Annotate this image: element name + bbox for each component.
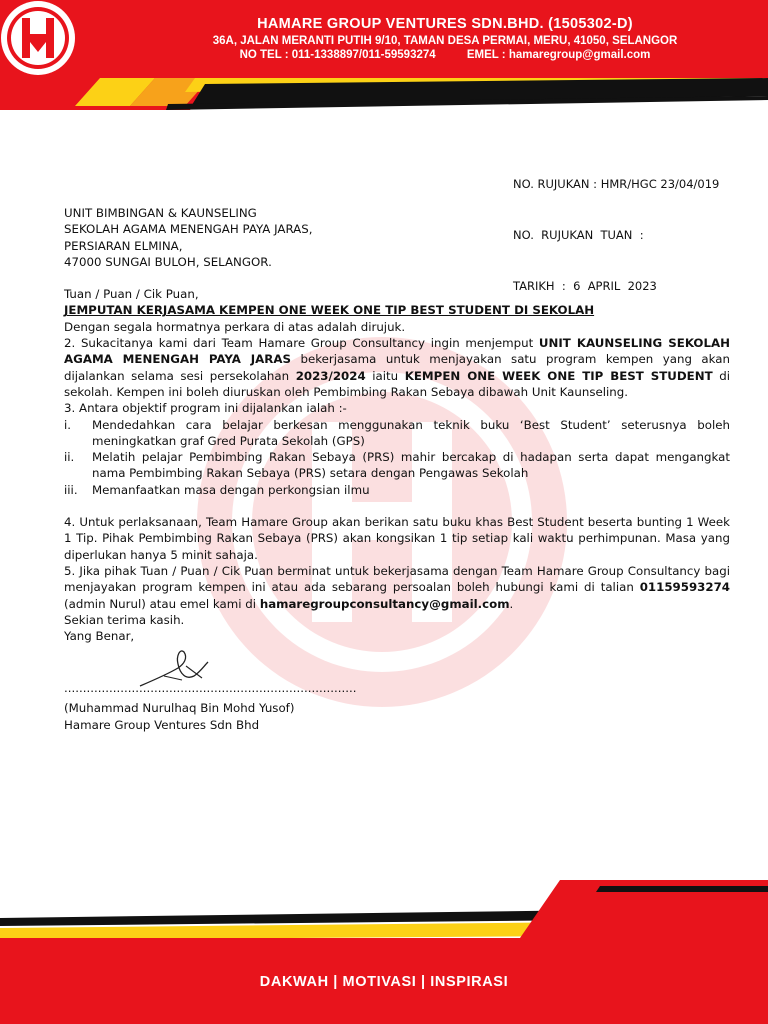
para2-text: 2. Sukacitanya kami dari Team Hamare Group Consultancy ingin menjemput — [64, 336, 539, 351]
recipient-line: UNIT BIMBINGAN & KAUNSELING — [64, 206, 257, 220]
para5-text: 5. Jika pihak Tuan / Puan / Cik Puan berminat untuk bekerjasama dengan Team Hamare Group Consultancy bagi menjayakan program kempen ini atau ada sebarang persoalan boleh hubungi kami di talian — [64, 563, 730, 595]
letter-date: TARIKH : 6 APRIL 2023 — [513, 279, 657, 293]
paragraph-4: 4. Untuk perlaksanaan, Team Hamare Group akan berikan satu buku khas Best Student beserta bunting 1 Week 1 Tip. Pihak Pembimbing Rakan Sebaya (PRS) akan kongsikan 1 tip setiap kali waktu perhimpunan. Masa yang diperlukan hanya 5 minit sahaja. — [64, 515, 730, 562]
recipient-address — [64, 205, 730, 270]
closing-line: Sekian terima kasih. — [64, 612, 185, 627]
para5-text: . — [509, 596, 514, 611]
signature-line: .............................................................................. — [64, 681, 357, 696]
company-address: 36A, JALAN MERANTI PUTIH 9/10, TAMAN DESA PERMAI, MERU, 41050, SELANGOR — [212, 35, 678, 47]
list-item-text: Memanfaatkan masa dengan perkongsian ilmu — [92, 482, 370, 497]
company-email: EMEL : hamaregroup@gmail.com — [466, 49, 651, 61]
footer-banner-graphic — [0, 880, 768, 1024]
para2-text: iaitu — [365, 368, 405, 383]
para2-text: di sekolah. Kempen ini boleh diuruskan oleh Pembimbing Rakan Sebaya dibawah Unit Kaunseling. — [64, 368, 730, 399]
paragraph-2 — [64, 335, 730, 400]
para2-school-name: UNIT KAUNSELING SEKOLAH AGAMA MENENGAH PAYA JARAS — [64, 336, 730, 367]
recipient-line: PERSIARAN ELMINA, — [64, 238, 183, 253]
company-contact — [140, 49, 750, 61]
list-item-text: Mendedahkan cara belajar berkesan menggunakan teknik buku ‘Best Student’ seterusnya boleh meningkatkan graf Gred Purata Sekolah (GPS) — [92, 417, 730, 448]
objectives-list — [64, 417, 730, 498]
para5-phone: 01159593274 — [639, 580, 730, 595]
company-phone: NO TEL : 011-1338897/011-59593274 — [239, 49, 436, 61]
letter-subject: JEMPUTAN KERJASAMA KEMPEN ONE WEEK ONE TIP BEST STUDENT DI SEKOLAH — [64, 303, 595, 318]
company-name: HAMARE GROUP VENTURES SDN.BHD. (1505302-D) — [257, 16, 633, 32]
company-logo — [0, 0, 76, 76]
signatory-company: Hamare Group Ventures Sdn Bhd — [64, 717, 260, 732]
our-reference: NO. RUJUKAN : HMR/HGC 23/04/019 — [513, 177, 720, 191]
letterhead-header — [0, 0, 768, 110]
list-item-number: i. — [64, 417, 72, 432]
list-item-text: Melatih pelajar Pembimbing Rakan Sebaya (PRS) mahir bercakap di hadapan serta dapat mengangkat nama Pembimbing Rakan Sebaya (PRS) setara dengan Pengawas Sekolah — [92, 450, 730, 481]
recipient-line: 47000 SUNGAI BULOH, SELANGOR. — [64, 254, 272, 269]
signature-area — [64, 648, 730, 700]
company-details — [140, 16, 750, 61]
signatory-name: (Muhammad Nurulhaq Bin Mohd Yusof) — [64, 701, 295, 716]
para2-text: bekerjasama untuk menjayakan satu program kempen yang akan dijalankan selama sesi persekolahan — [64, 352, 730, 383]
paragraph-5 — [64, 563, 730, 612]
list-item — [64, 449, 730, 482]
your-reference: NO. RUJUKAN TUAN : — [513, 228, 644, 242]
list-item-number: iii. — [64, 482, 78, 497]
para5-email: hamaregroupconsultancy@gmail.com — [259, 596, 510, 611]
list-item — [64, 482, 730, 498]
list-item — [64, 417, 730, 450]
recipient-line: SEKOLAH AGAMA MENENGAH PAYA JARAS, — [64, 222, 313, 237]
sign-off: Yang Benar, — [64, 629, 135, 644]
opening-paragraph: Dengan segala hormatnya perkara di atas adalah dirujuk. — [64, 319, 406, 334]
salutation: Tuan / Puan / Cik Puan, — [64, 287, 199, 302]
para5-text: (admin Nurul) atau emel kami di — [64, 596, 260, 611]
letterhead-footer — [0, 880, 768, 1024]
para2-campaign-name: KEMPEN ONE WEEK ONE TIP BEST STUDENT — [404, 368, 713, 383]
para2-session: 2023/2024 — [295, 368, 366, 383]
footer-tagline: DAKWAH | MOTIVASI | INSPIRASI — [259, 974, 509, 990]
list-item-number: ii. — [64, 450, 75, 465]
paragraph-3-intro: 3. Antara objektif program ini dijalankan ialah :- — [64, 401, 347, 416]
letter-body — [64, 205, 730, 733]
